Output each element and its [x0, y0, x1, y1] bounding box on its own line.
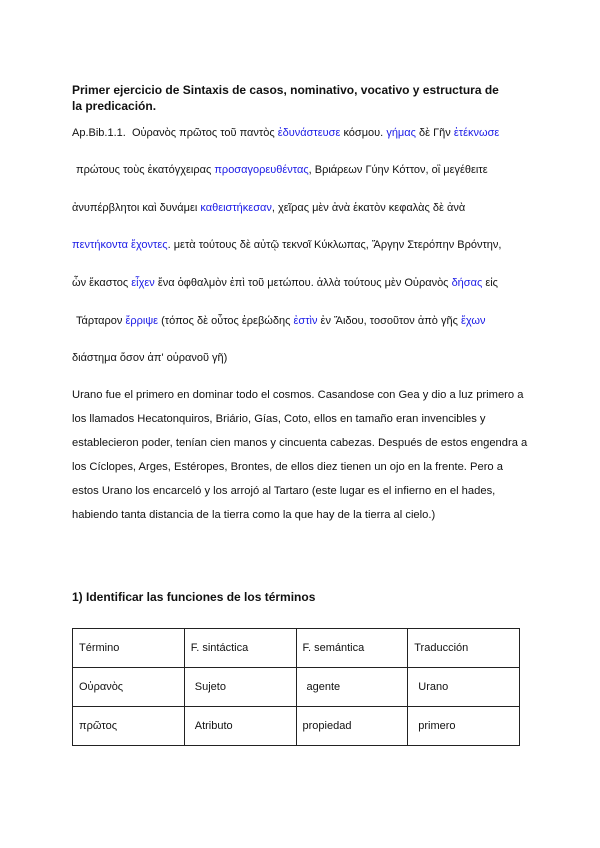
highlighted-verb: πεντήκοντα ἔχοντες: [72, 239, 168, 251]
greek-text: ἀνυπέρβλητοι καὶ δυνάμει: [72, 202, 198, 214]
table-cell: propiedad: [296, 707, 408, 746]
greek-line-1: [72, 126, 499, 140]
greek-text: διάστημα ὅσον ἀπ' οὐρανοῦ γῆ): [72, 352, 228, 364]
spanish-translation: [72, 383, 532, 527]
table-cell: Atributo: [184, 707, 296, 746]
greek-text: ὧν ἕκαστος: [72, 277, 129, 289]
greek-text: κόσμου.: [343, 127, 384, 139]
table-header-row: [73, 629, 520, 668]
highlighted-verb: γήμας: [386, 127, 416, 139]
greek-text: ἐν Ἅιδου, τοσοῦτον ἀπὸ γῆς: [320, 315, 458, 327]
greek-line-6: [76, 314, 485, 328]
greek-text: . μετὰ τούτους δὲ αὐτῷ τεκνοῖ Κύκλωπας, Ἄργην Στερόπην Βρόντην,: [167, 239, 502, 251]
table-cell: Οὐρανὸς: [73, 668, 185, 707]
header-cell: F. sintáctica: [184, 629, 296, 668]
greek-text: ἕνα ὀφθαλμὸν ἐπὶ τοῦ μετώπου. ἀλλὰ τούτους μὲν Οὐρανὸς: [157, 277, 449, 289]
header-cell: Traducción: [408, 629, 520, 668]
table-cell: Urano: [408, 668, 520, 707]
highlighted-verb: ἔρριψε: [125, 315, 159, 327]
table-cell: πρῶτος: [73, 707, 185, 746]
translation-line: estos Urano los encarceló y los arrojó al Tartaro (este lugar es el infierno en el hades,: [72, 485, 496, 497]
highlighted-verb: εἶχεν: [131, 277, 155, 289]
greek-line-4: [72, 238, 501, 252]
greek-line-2: [76, 163, 488, 177]
greek-line-5: [72, 276, 498, 290]
document-title: Primer ejercicio de Sintaxis de casos, nominativo, vocativo y estructura de la predicación.: [72, 83, 499, 113]
header-cell: Término: [73, 629, 185, 668]
greek-text: πρώτους τοὺς ἑκατόγχειρας: [76, 164, 212, 176]
translation-line: habiendo tanta distancia de la tierra como la que hay de la tierra al cielo.): [72, 509, 436, 521]
greek-line-7: [72, 351, 227, 365]
translation-line: los llamados Hecatonquiros, Briário, Gías, Coto, ellos en tamaño eran invencibles y: [72, 413, 486, 425]
greek-text: δὲ Γῆν: [419, 127, 451, 139]
greek-text: (τόπος δὲ οὗτος ἐρεβώδης: [161, 315, 291, 327]
highlighted-verb: καθειστήκεσαν: [200, 202, 272, 214]
highlighted-verb: ἐτέκνωσε: [453, 127, 500, 139]
greek-text: Τάρταρον: [76, 315, 123, 327]
reference: Ap.Bib.1.1.: [72, 127, 126, 139]
section-heading: 1) Identificar las funciones de los términos: [72, 590, 316, 604]
highlighted-verb: δήσας: [451, 277, 483, 289]
translation-line: establecieron poder, tenían cien manos y cincuenta cabezas. Después de estos engendra a: [72, 437, 528, 449]
functions-table: [72, 628, 520, 746]
greek-text: Οὐρανὸς πρῶτος τοῦ παντὸς: [131, 127, 275, 139]
greek-line-3: [72, 201, 465, 215]
table-row: [73, 668, 520, 707]
table-row: [73, 707, 520, 746]
highlighted-verb: ἐδυνάστευσε: [277, 127, 341, 139]
highlighted-verb: προσαγορευθέντας: [214, 164, 309, 176]
greek-text: , Βριάρεων Γύην Κόττον, οἳ μεγέθειτε: [308, 164, 488, 176]
highlighted-verb: ἔχων: [460, 315, 486, 327]
table-cell: primero: [408, 707, 520, 746]
translation-line: los Cíclopes, Arges, Estéropes, Brontes, de ellos diez tienen un ojo en la frente. Pero a: [72, 461, 503, 473]
highlighted-verb: ἐστὶν: [293, 315, 318, 327]
translation-line: Urano fue el primero en dominar todo el cosmos. Casandose con Gea y dio a luz primero a: [72, 389, 524, 401]
greek-text: , χεῖρας μὲν ἀνὰ ἑκατὸν κεφαλὰς δὲ ἀνὰ: [271, 202, 466, 214]
greek-text: εἰς: [485, 277, 498, 289]
header-cell: F. semántica: [296, 629, 408, 668]
table-cell: agente: [296, 668, 408, 707]
table-cell: Sujeto: [184, 668, 296, 707]
